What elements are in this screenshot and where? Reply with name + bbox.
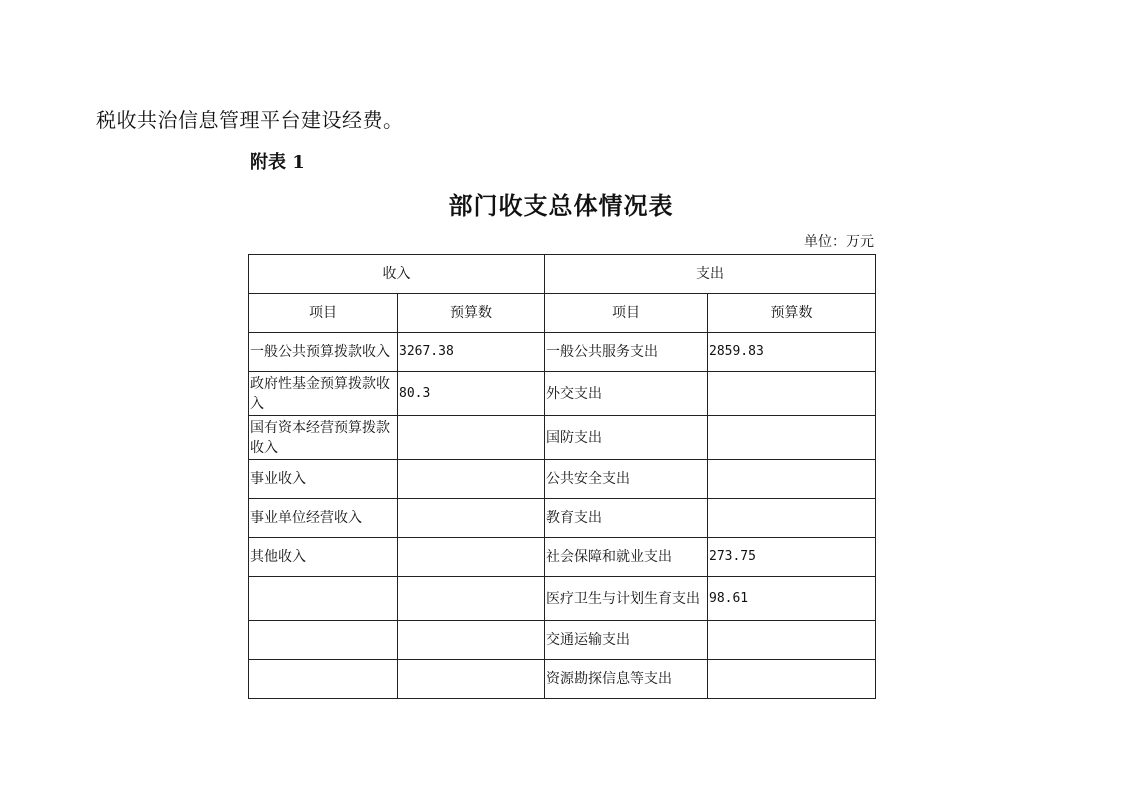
income-amount-cell bbox=[398, 499, 545, 538]
income-amount-cell: 80.3 bbox=[398, 372, 545, 416]
income-amount-cell bbox=[398, 538, 545, 577]
unit-label: 单位：万元 bbox=[804, 234, 874, 250]
expense-item-cell: 公共安全支出 bbox=[545, 460, 708, 499]
expense-item-cell: 外交支出 bbox=[545, 372, 708, 416]
table-row bbox=[249, 538, 876, 577]
table-row bbox=[249, 577, 876, 621]
expense-item-cell: 国防支出 bbox=[545, 416, 708, 460]
table-row bbox=[249, 460, 876, 499]
expense-item-cell: 医疗卫生与计划生育支出 bbox=[545, 577, 708, 621]
expense-item-cell: 教育支出 bbox=[545, 499, 708, 538]
income-amount-header: 预算数 bbox=[398, 294, 545, 333]
income-item-cell: 事业收入 bbox=[249, 460, 398, 499]
expense-amount-cell: 98.61 bbox=[708, 577, 876, 621]
expense-amount-cell bbox=[708, 372, 876, 416]
income-amount-cell bbox=[398, 660, 545, 699]
expense-item-cell: 一般公共服务支出 bbox=[545, 333, 708, 372]
income-item-cell: 事业单位经营收入 bbox=[249, 499, 398, 538]
table-row bbox=[249, 660, 876, 699]
income-item-cell: 国有资本经营预算拨款收入 bbox=[249, 416, 398, 460]
expense-amount-cell bbox=[708, 660, 876, 699]
income-group-header: 收入 bbox=[249, 255, 545, 294]
expense-amount-cell bbox=[708, 621, 876, 660]
table-title: 部门收支总体情况表 bbox=[448, 191, 674, 220]
expense-item-header: 项目 bbox=[545, 294, 708, 333]
table-row bbox=[249, 621, 876, 660]
table-row bbox=[249, 416, 876, 460]
income-amount-cell bbox=[398, 577, 545, 621]
income-amount-cell bbox=[398, 460, 545, 499]
income-item-cell: 一般公共预算拨款收入 bbox=[249, 333, 398, 372]
expense-item-cell: 交通运输支出 bbox=[545, 621, 708, 660]
income-item-cell: 政府性基金预算拨款收入 bbox=[249, 372, 398, 416]
budget-summary-table bbox=[248, 254, 876, 699]
expense-amount-cell bbox=[708, 499, 876, 538]
expense-item-cell: 社会保障和就业支出 bbox=[545, 538, 708, 577]
expense-amount-cell: 2859.83 bbox=[708, 333, 876, 372]
expense-item-cell: 资源勘探信息等支出 bbox=[545, 660, 708, 699]
income-amount-cell bbox=[398, 621, 545, 660]
income-item-cell bbox=[249, 660, 398, 699]
income-item-cell bbox=[249, 577, 398, 621]
table-row bbox=[249, 333, 876, 372]
intro-text: 税收共治信息管理平台建设经费。 bbox=[96, 108, 404, 132]
column-header-row bbox=[249, 294, 876, 333]
expense-amount-cell bbox=[708, 416, 876, 460]
income-amount-cell bbox=[398, 416, 545, 460]
income-item-cell: 其他收入 bbox=[249, 538, 398, 577]
income-amount-cell: 3267.38 bbox=[398, 333, 545, 372]
expense-amount-cell: 273.75 bbox=[708, 538, 876, 577]
expense-amount-header: 预算数 bbox=[708, 294, 876, 333]
income-item-header: 项目 bbox=[249, 294, 398, 333]
income-item-cell bbox=[249, 621, 398, 660]
expense-amount-cell bbox=[708, 460, 876, 499]
expense-group-header: 支出 bbox=[545, 255, 876, 294]
table-row bbox=[249, 499, 876, 538]
attachment-label: 附表 1 bbox=[250, 152, 305, 173]
table-row bbox=[249, 372, 876, 416]
group-header-row bbox=[249, 255, 876, 294]
